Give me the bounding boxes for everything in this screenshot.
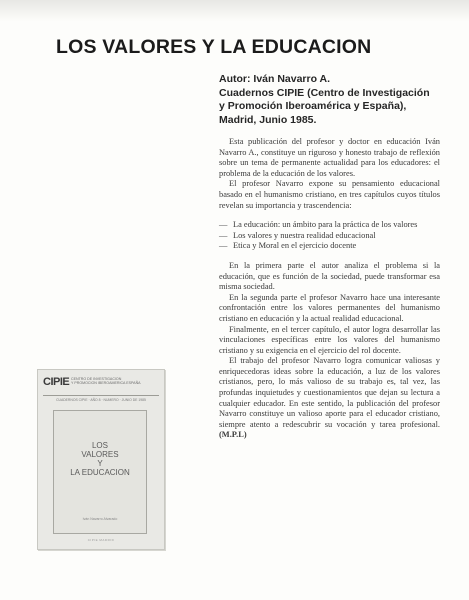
review-header [219, 73, 459, 127]
review-body [219, 137, 440, 441]
cover-title [54, 441, 146, 477]
cover-title-line: LA EDUCACION [70, 468, 130, 477]
cover-subline: CUADERNOS CIPIE · AÑO 8 · NUMERO · JUNIO DE 1985 [56, 398, 146, 402]
list-item-label: Etica y Moral en el ejercicio docente [233, 241, 357, 251]
cover-organization [71, 377, 159, 386]
dash-bullet: — [219, 230, 228, 240]
list-item [219, 241, 440, 252]
page-edge-shadow [0, 0, 469, 22]
list-item [219, 231, 440, 242]
body-paragraph [219, 356, 440, 441]
body-paragraph: Esta publicación del profesor y doctor en educación Iván Navarro A., constituye un riguroso y honesto trabajo de reflexión sobre un tema de permanente actualidad para los educadores: el problema de la educación de los valores. [219, 137, 440, 178]
cover-title-line: VALORES [81, 450, 119, 459]
body-paragraph: Finalmente, en el tercer capítulo, el autor logra desarrollar las vinculaciones específicas entre los valores del humanismo cristiano y su exigencia en el ejercicio del rol docente. [219, 324, 440, 355]
chapter-list [219, 220, 440, 252]
cover-title-line: LOS [91, 441, 108, 450]
cover-title-frame [53, 410, 147, 534]
author-line: Autor: Iván Navarro A. [219, 73, 331, 85]
reviewer-signature: (M.P.L) [219, 430, 247, 440]
cover-divider [43, 395, 159, 396]
body-paragraph: El profesor Navarro expone su pensamiento educacional basado en el humanismo cristiano, en tres capítulos cuyos títulos revelan su importancia y trascendencia: [219, 179, 440, 210]
closing-text: El trabajo del profesor Navarro logra comunicar valiosas y enriquecedoras ideas sobre la educación, a luz de los valores cristianos, pero, lo más valioso de su trabajo es, tal vez, las profundas inquietudes y cuestionamientos que dejan su lectura a cualquier educador. En este sentido, la publicación del profesor Navarro constituye un valioso aporte para el educador cristiano, siempre atento a redescubrir su vocación y tarea profesional. [219, 356, 440, 429]
list-item-label: La educación: un ámbito para la práctica de los valores [233, 220, 418, 230]
cover-author: Iván Navarro Alvarado [82, 517, 118, 521]
cover-footer: CIPIE MADRID [87, 538, 115, 542]
list-item [219, 220, 440, 231]
dash-bullet: — [219, 220, 228, 230]
body-paragraph: En la primera parte el autor analiza el problema si la educación, que es función de la sociedad, puede transformar esa misma sociedad. [219, 260, 440, 292]
cover-org-line: CENTRO DE INVESTIGACION [71, 377, 122, 381]
list-item-label: Los valores y nuestra realidad educacional [233, 230, 376, 240]
review-title: LOS VALORES Y LA EDUCACION [56, 36, 372, 58]
date-line: Madrid, Junio 1985. [219, 113, 317, 126]
publisher-line: Cuadernos CIPIE (Centro de Investigación [219, 86, 430, 99]
cipie-logo: CIPIE [43, 376, 70, 388]
book-cover-image [37, 369, 165, 550]
cover-org-line: Y PROMOCION IBEROAMERICA ESPAÑA [71, 381, 141, 386]
cover-title-line: Y [97, 459, 103, 468]
publisher-line: y Promoción Iberoamérica y España), [219, 100, 407, 112]
dash-bullet: — [219, 241, 228, 251]
body-paragraph: En la segunda parte el profesor Navarro hace una interesante confrontación entre los valores permanentes del humanismo cristiano en educación y la actual realidad educacional. [219, 292, 440, 323]
